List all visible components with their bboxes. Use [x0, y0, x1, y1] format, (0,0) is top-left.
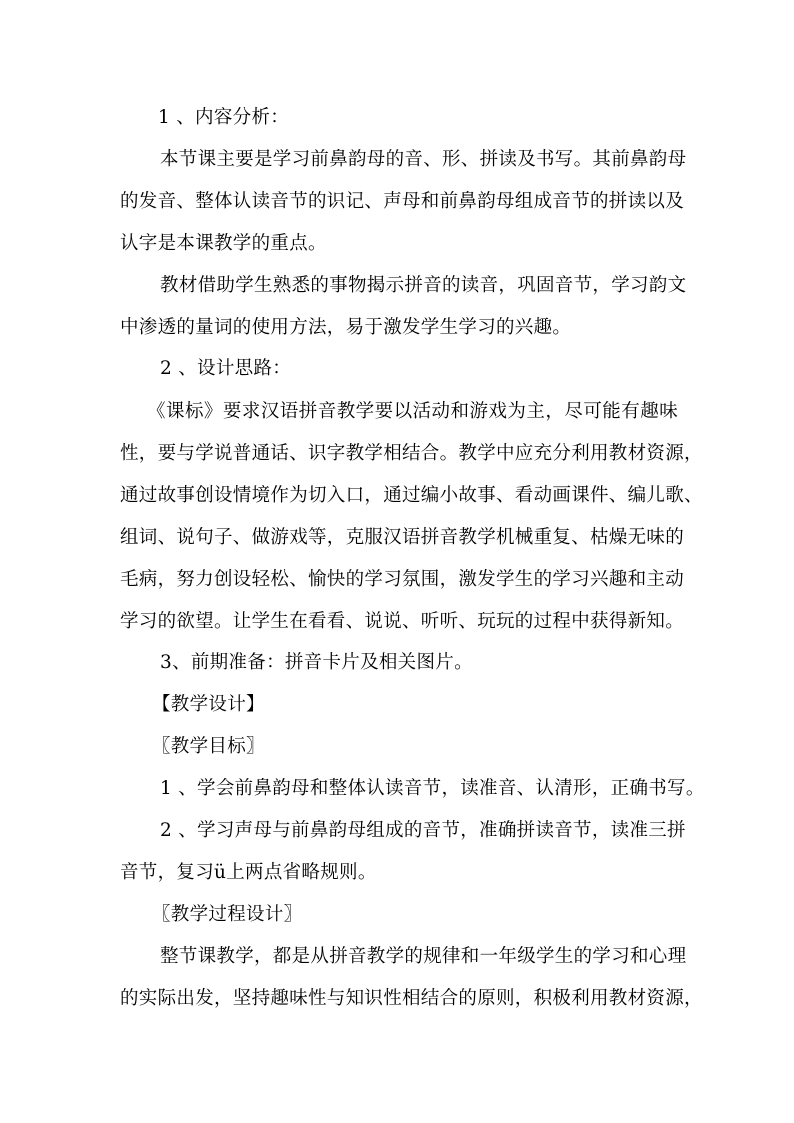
paragraph-line: 学习的欲望。让学生在看看、说说、听听、玩玩的过程中获得新知。 — [120, 611, 685, 632]
preparation-line: 3、前期准备：拼音卡片及相关图片。 — [160, 652, 473, 673]
paragraph-line: 通过故事创设情境作为切入口，通过编小故事、看动画课件、编儿歌、 — [120, 485, 703, 506]
paragraph-line: 性，要与学说普通话、识字教学相结合。教学中应充分利用教材资源， — [120, 443, 703, 464]
paragraph-line: 《课标》要求汉语拼音教学要以活动和游戏为主，尽可能有趣味 — [147, 401, 678, 422]
heading-teaching-design: 【教学设计】 — [152, 694, 265, 715]
paragraph-line: 组词、说句子、做游戏等，克服汉语拼音教学机械重复、枯燥无味的 — [120, 527, 685, 548]
paragraph-line: 的实际出发，坚持趣味性与知识性相结合的原则，积极利用教材资源， — [120, 988, 703, 1009]
paragraph-line: 本节课主要是学习前鼻韵母的音、形、拼读及书写。其前鼻韵母 — [160, 149, 687, 170]
goal-item-2: 2 、学习声母与前鼻韵母组成的音节，准确拼读音节，读准三拼 — [160, 820, 686, 841]
heading-design-idea: 2 、设计思路： — [160, 358, 292, 379]
paragraph-line: 整节课教学，都是从拼音教学的规律和一年级学生的学习和心理 — [160, 946, 687, 967]
paragraph-line: 毛病，努力创设轻松、愉快的学习氛围，激发学生的学习兴趣和主动 — [120, 569, 685, 590]
paragraph-line: 音节，复习ü上两点省略规则。 — [120, 862, 377, 883]
paragraph-line: 的发音、整体认读音节的识记、声母和前鼻韵母组成音节的拼读以及 — [120, 191, 685, 212]
goal-item-1: 1 、学会前鼻韵母和整体认读音节，读准音、认清形，正确书写。 — [160, 778, 705, 799]
heading-process-design: 〖教学过程设计〗 — [152, 904, 303, 925]
heading-teaching-goals: 〖教学目标〗 — [152, 736, 265, 757]
heading-content-analysis: 1 、内容分析： — [158, 107, 290, 128]
paragraph-line: 中渗透的量词的使用方法，易于激发学生学习的兴趣。 — [120, 317, 572, 338]
paragraph-line: 教材借助学生熟悉的事物揭示拼音的读音，巩固音节，学习韵文 — [160, 275, 687, 296]
paragraph-line: 认字是本课教学的重点。 — [120, 233, 327, 254]
